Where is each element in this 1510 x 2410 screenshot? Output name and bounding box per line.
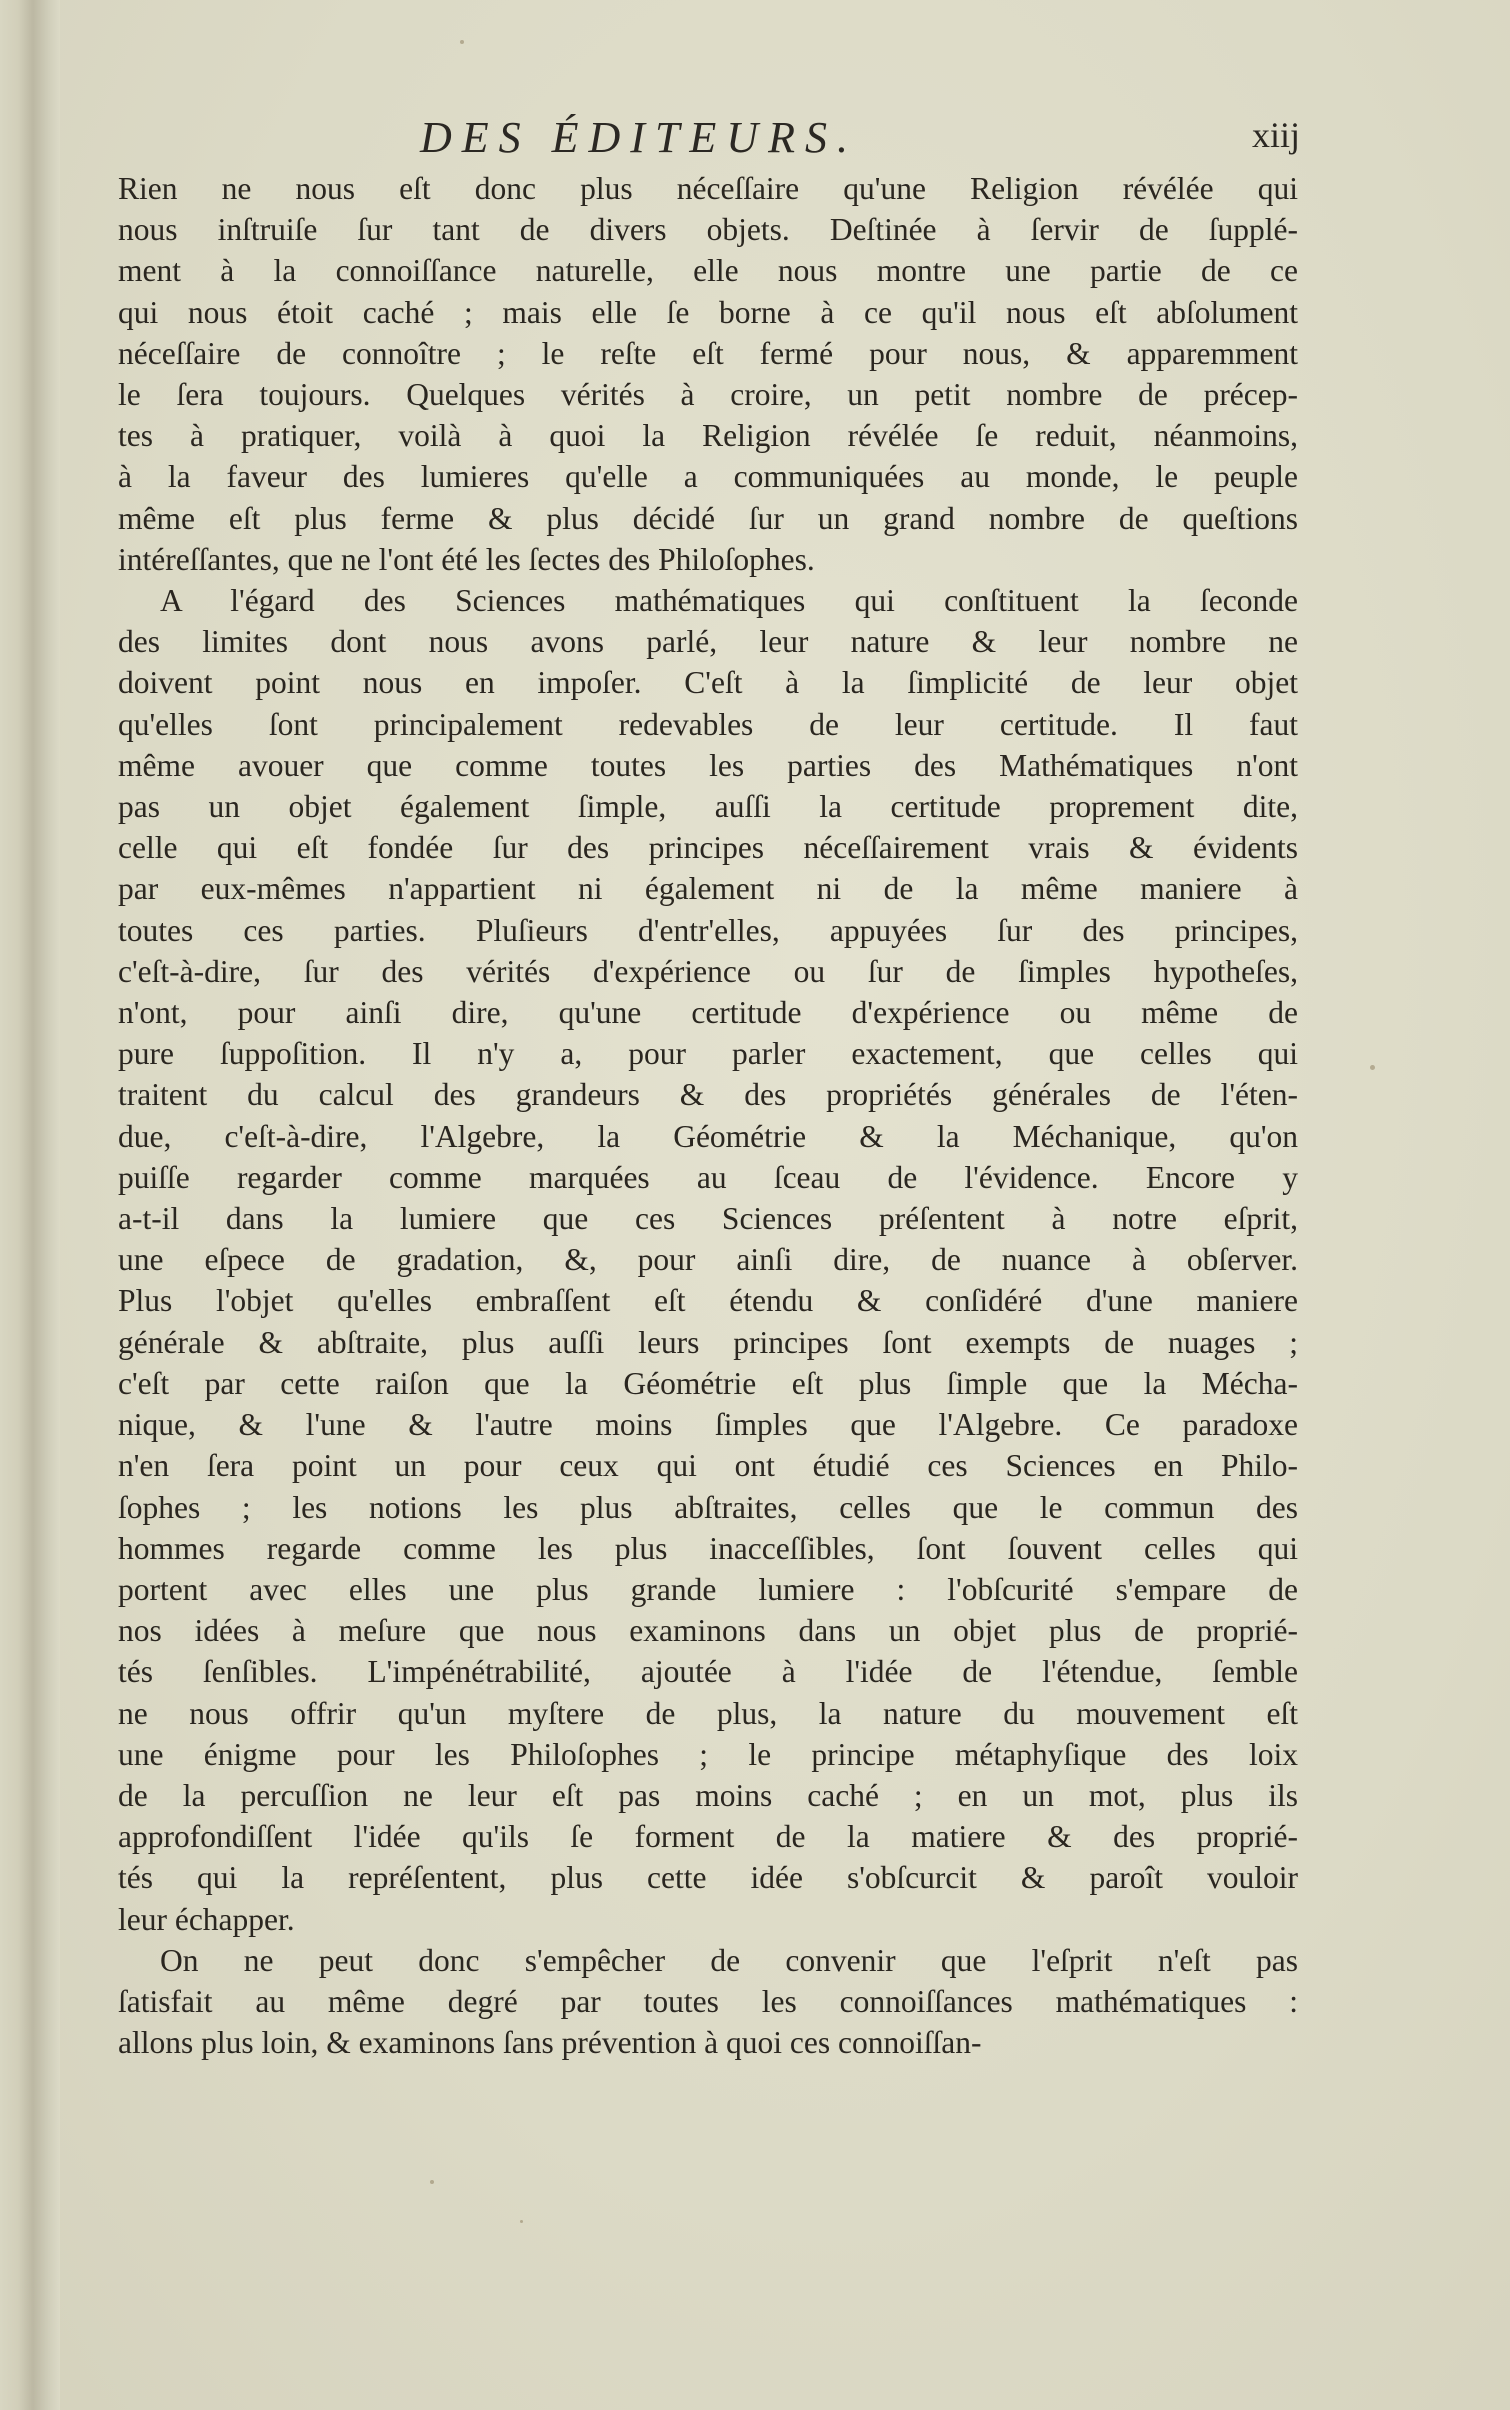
text-line: une eſpece de gradation, &, pour ainſi dire, de nuance à obſerver. xyxy=(118,1242,1298,1278)
text-line: n'ont, pour ainſi dire, qu'une certitude d'expérience ou même de xyxy=(118,995,1298,1031)
text-line: ſatisfait au même degré par toutes les connoiſſances mathématiques : xyxy=(118,1983,1298,2019)
page-number: xiij xyxy=(1251,115,1300,155)
text-line: toutes ces parties. Pluſieurs d'entr'elles, appuyées ſur des principes, xyxy=(118,912,1298,948)
page-gutter-shadow xyxy=(0,0,60,2410)
text-line: Plus l'objet qu'elles embraſſent eſt étendu & conſidéré d'une maniere xyxy=(118,1283,1298,1319)
paper-speck xyxy=(460,40,464,44)
text-line: par eux-mêmes n'appartient ni également ni de la même maniere à xyxy=(118,871,1298,907)
text-line: tés qui la repréſentent, plus cette idée s'obſcurcit & paroît vouloir xyxy=(118,1860,1298,1896)
text-line: ment à la connoiſſance naturelle, elle nous montre une partie de ce xyxy=(118,253,1298,289)
paragraph xyxy=(118,168,1298,580)
text-line: nous inſtruiſe ſur tant de divers objets. Deſtinée à ſervir de ſupplé- xyxy=(118,212,1298,248)
text-line: qui nous étoit caché ; mais elle ſe borne à ce qu'il nous eſt abſolument xyxy=(118,294,1298,330)
text-line: doivent point nous en impoſer. C'eſt à la ſimplicité de leur objet xyxy=(118,665,1298,701)
text-line: c'eſt-à-dire, ſur des vérités d'expérience ou ſur de ſimples hypotheſes, xyxy=(118,953,1298,989)
text-line: approfondiſſent l'idée qu'ils ſe forment de la matiere & des proprié- xyxy=(118,1819,1298,1855)
text-line: leur échapper. xyxy=(118,1901,295,1937)
text-line: à la faveur des lumieres qu'elle a communiquées au monde, le peuple xyxy=(118,459,1298,495)
text-line: On ne peut donc s'empêcher de convenir que l'eſprit n'eſt pas xyxy=(160,1942,1298,1978)
text-line: hommes regarde comme les plus inacceſſibles, ſont ſouvent celles qui xyxy=(118,1530,1298,1566)
text-line: puiſſe regarder comme marquées au ſceau de l'évidence. Encore y xyxy=(118,1159,1298,1195)
text-line: Rien ne nous eſt donc plus néceſſaire qu'une Religion révélée qui xyxy=(118,171,1298,206)
text-line: n'en ſera point un pour ceux qui ont étudié ces Sciences en Philo- xyxy=(118,1448,1298,1484)
text-line: même avouer que comme toutes les parties des Mathématiques n'ont xyxy=(118,747,1298,783)
text-line: intéreſſantes, que ne l'ont été les ſectes des Philoſophes. xyxy=(118,541,815,577)
paragraph xyxy=(118,580,1298,1940)
text-line: tés ſenſibles. L'impénétrabilité, ajoutée à l'idée de l'étendue, ſemble xyxy=(118,1654,1298,1690)
text-line: pas un objet également ſimple, auſſi la certitude proprement dite, xyxy=(118,789,1298,825)
paper-speck xyxy=(430,2180,434,2184)
text-line: c'eſt par cette raiſon que la Géométrie eſt plus ſimple que la Mécha- xyxy=(118,1365,1298,1401)
text-line: tes à pratiquer, voilà à quoi la Religion révélée ſe reduit, néanmoins, xyxy=(118,418,1298,454)
text-line: ne nous offrir qu'un myſtere de plus, la nature du mouvement eſt xyxy=(118,1695,1298,1731)
text-line: nos idées à meſure que nous examinons dans un objet plus de proprié- xyxy=(118,1613,1298,1649)
text-line: qu'elles ſont principalement redevables de leur certitude. Il faut xyxy=(118,706,1298,742)
text-line: traitent du calcul des grandeurs & des propriétés générales de l'éten- xyxy=(118,1077,1298,1113)
text-line: a-t-il dans la lumiere que ces Sciences préſentent à notre eſprit, xyxy=(118,1201,1298,1237)
paragraph xyxy=(118,1940,1298,2064)
text-line: le ſera toujours. Quelques vérités à croire, un petit nombre de précep- xyxy=(118,377,1298,413)
text-line: due, c'eſt-à-dire, l'Algebre, la Géométrie & la Méchanique, qu'on xyxy=(118,1118,1298,1154)
paper-speck xyxy=(1370,1065,1375,1070)
text-line: une énigme pour les Philoſophes ; le principe métaphyſique des loix xyxy=(118,1736,1298,1772)
paper-speck xyxy=(520,2220,523,2223)
text-line: générale & abſtraite, plus auſſi leurs principes ſont exempts de nuages ; xyxy=(118,1324,1298,1360)
text-line: de la percuſſion ne leur eſt pas moins caché ; en un mot, plus ils xyxy=(118,1777,1298,1813)
text-line: des limites dont nous avons parlé, leur nature & leur nombre ne xyxy=(118,624,1298,660)
text-line: néceſſaire de connoître ; le reſte eſt fermé pour nous, & apparemment xyxy=(118,335,1298,371)
page-header xyxy=(120,112,1300,172)
text-line: A l'égard des Sciences mathématiques qui conſtituent la ſeconde xyxy=(160,583,1298,619)
text-line: même eſt plus ferme & plus décidé ſur un grand nombre de queſtions xyxy=(118,500,1298,536)
text-line: portent avec elles une plus grande lumiere : l'obſcurité s'empare de xyxy=(118,1571,1298,1607)
text-line: ſophes ; les notions les plus abſtraites, celles que le commun des xyxy=(118,1489,1298,1525)
body-text xyxy=(118,168,1298,2063)
text-line: nique, & l'une & l'autre moins ſimples que l'Algebre. Ce paradoxe xyxy=(118,1407,1298,1443)
running-title: DES ÉDITEURS. xyxy=(420,113,858,162)
text-line: pure ſuppoſition. Il n'y a, pour parler exactement, que celles qui xyxy=(118,1036,1298,1072)
text-line: allons plus loin, & examinons ſans prévention à quoi ces connoiſſan- xyxy=(118,2025,982,2061)
text-line: celle qui eſt fondée ſur des principes néceſſairement vrais & évidents xyxy=(118,830,1298,866)
